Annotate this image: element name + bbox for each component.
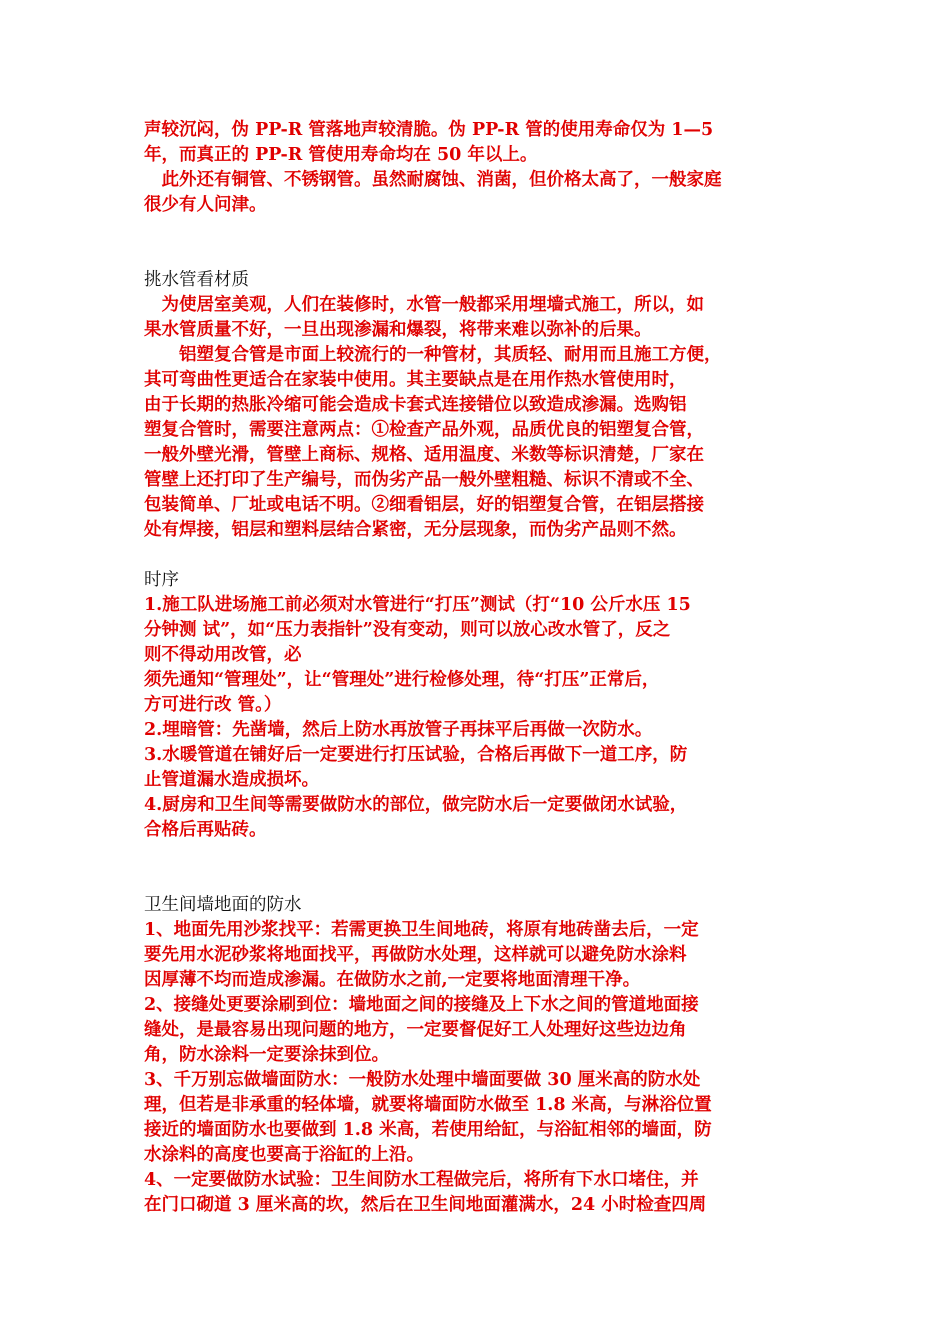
- bathroom-line: 4、一定要做防水试验：卫生间防水工程做完后，将所有下水口堵住，并: [144, 1170, 699, 1190]
- bathroom-line: 要先用水泥砂浆将地面找平，再做防水处理，这样就可以避免防水涂料: [144, 945, 687, 965]
- intro-line: 年，而真正的 PP-R 管使用寿命均在 50 年以上。: [144, 145, 538, 165]
- section-heading-bathroom: 卫生间墙地面的防水: [144, 895, 302, 915]
- section-heading-material: 挑水管看材质: [144, 270, 249, 290]
- material-line: 包装简单、厂址或电话不明。②细看铝层，好的铝塑复合管，在铝层搭接: [144, 495, 704, 515]
- bathroom-line: 在门口砌道 3 厘米高的坎，然后在卫生间地面灌满水，24 小时检查四周: [144, 1195, 707, 1215]
- sequence-line: 分钟测 试”，如“压力表指针”没有变动，则可以放心改水管了，反之: [144, 620, 671, 640]
- sequence-line: 3.水暖管道在铺好后一定要进行打压试验，合格后再做下一道工序，防: [144, 745, 688, 765]
- material-line: 管壁上还打印了生产编号，而伪劣产品一般外壁粗糙、标识不清或不全、: [144, 470, 704, 490]
- sequence-line: 方可进行改 管。）: [144, 695, 282, 715]
- bathroom-line: 水涂料的高度也要高于浴缸的上沿。: [144, 1145, 424, 1165]
- material-line: 为使居室美观，人们在装修时，水管一般都采用埋墙式施工，所以，如: [144, 295, 704, 315]
- material-line: 其可弯曲性更适合在家装中使用。其主要缺点是在用作热水管使用时，: [144, 370, 687, 390]
- intro-line: 声较沉闷，伪 PP-R 管落地声较清脆。伪 PP-R 管的使用寿命仅为 1—5: [144, 120, 714, 140]
- material-line: 果水管质量不好，一旦出现渗漏和爆裂，将带来难以弥补的后果。: [144, 320, 652, 340]
- bathroom-line: 1、地面先用沙浆找平：若需更换卫生间地砖，将原有地砖凿去后，一定: [144, 920, 699, 940]
- material-line: 由于长期的热胀冷缩可能会造成卡套式连接错位以致造成渗漏。选购铝: [144, 395, 687, 415]
- section-heading-sequence: 时序: [144, 570, 179, 590]
- bathroom-line: 2、接缝处更要涂刷到位：墙地面之间的接缝及上下水之间的管道地面接: [144, 995, 699, 1015]
- sequence-line: 则不得动用改管，必: [144, 645, 302, 665]
- bathroom-line: 角，防水涂料一定要涂抹到位。: [144, 1045, 389, 1065]
- bathroom-line: 接近的墙面防水也要做到 1.8 米高，若使用给缸，与浴缸相邻的墙面，防: [144, 1120, 712, 1140]
- material-line: 铝塑复合管是市面上较流行的一种管材，其质轻、耐用而且施工方便，: [144, 345, 722, 365]
- sequence-line: 止管道漏水造成损坏。: [144, 770, 319, 790]
- bathroom-line: 缝处，是最容易出现问题的地方，一定要督促好工人处理好这些边边角: [144, 1020, 687, 1040]
- bathroom-line: 3、千万别忘做墙面防水：一般防水处理中墙面要做 30 厘米高的防水处: [144, 1070, 701, 1090]
- intro-line: 此外还有铜管、不锈钢管。虽然耐腐蚀、消菌，但价格太高了，一般家庭: [144, 170, 722, 190]
- bathroom-line: 理，但若是非承重的轻体墙，就要将墙面防水做至 1.8 米高，与淋浴位置: [144, 1095, 712, 1115]
- bathroom-line: 因厚薄不均而造成渗漏。在做防水之前,一定要将地面清理干净。: [144, 970, 641, 990]
- material-line: 处有焊接，铝层和塑料层结合紧密，无分层现象，而伪劣产品则不然。: [144, 520, 687, 540]
- sequence-line: 1.施工队进场施工前必须对水管进行“打压”测试（打“10 公斤水压 15: [144, 595, 691, 615]
- intro-line: 很少有人问津。: [144, 195, 267, 215]
- sequence-line: 4.厨房和卫生间等需要做防水的部位，做完防水后一定要做闭水试验，: [144, 795, 688, 815]
- spacer: [144, 843, 808, 893]
- material-line: 塑复合管时，需要注意两点：①检查产品外观，品质优良的铝塑复合管，: [144, 420, 704, 440]
- sequence-line: 合格后再贴砖。: [144, 820, 267, 840]
- spacer: [144, 218, 808, 268]
- spacer: [144, 543, 808, 568]
- sequence-line: 2.埋暗管：先凿墙，然后上防水再放管子再抹平后再做一次防水。: [144, 720, 653, 740]
- document-page: [144, 118, 808, 1218]
- material-line: 一般外壁光滑，管壁上商标、规格、适用温度、米数等标识清楚，厂家在: [144, 445, 704, 465]
- sequence-line: 须先通知“管理处”，让“管理处”进行检修处理，待“打压”正常后，: [144, 670, 660, 690]
